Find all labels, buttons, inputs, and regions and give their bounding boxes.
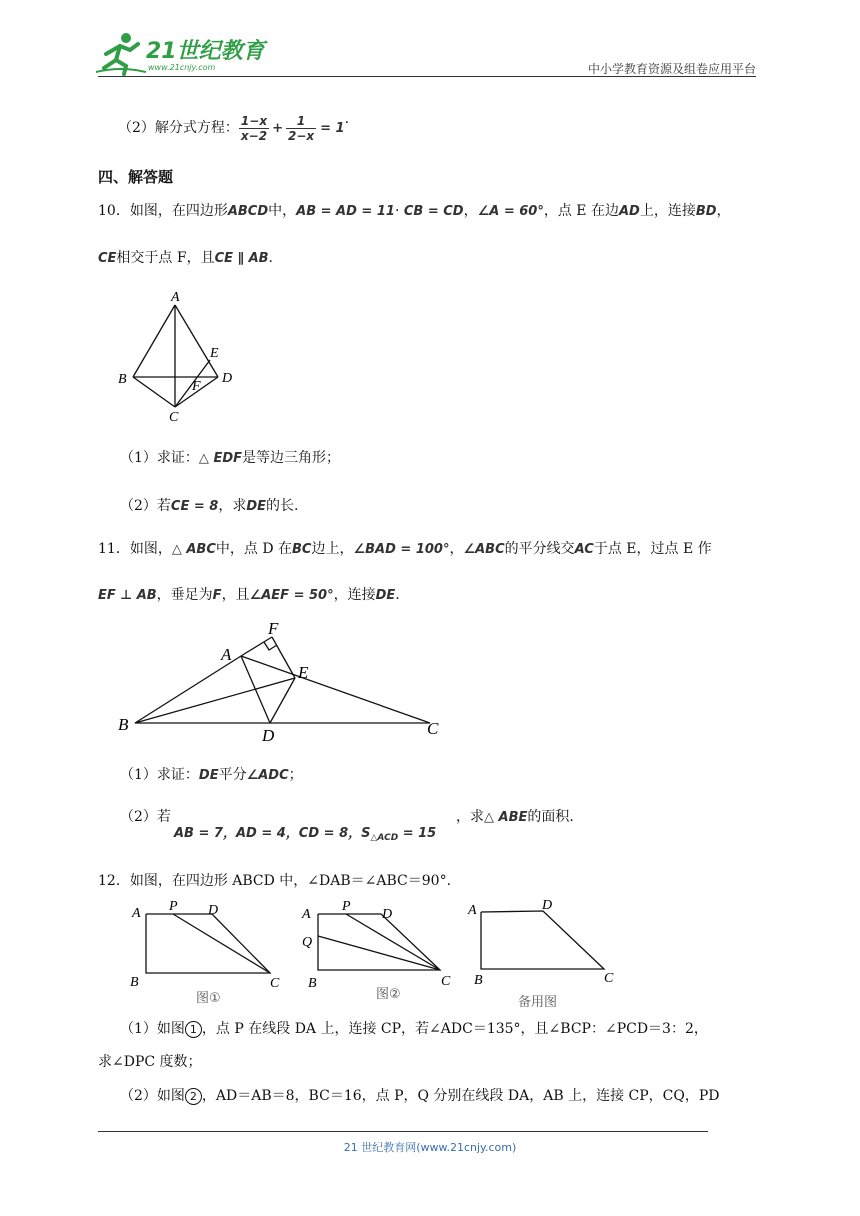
q11-part2-formula: AB = 7，AD = 4，CD = 8，$S_{\triangle ACD} = 15$: [174, 826, 437, 843]
fraction-2: $\frac{1}{2-x}$: [287, 113, 315, 143]
section-title: 四、解答题: [98, 168, 174, 186]
runner-logo-icon: [96, 30, 146, 76]
q10-label-d: D: [222, 371, 233, 386]
circled-number: 1: [185, 1021, 202, 1038]
fig2-label-d: D: [382, 907, 393, 922]
q9-part2: （2）解分式方程： $\frac{1-x}{x-2}$ + $\frac{1}{2-x}$ = 1.: [118, 111, 350, 143]
header-logo: [96, 30, 266, 76]
header-rule: [98, 76, 756, 77]
q10-label-a: A: [171, 290, 180, 305]
fig3-label-a: A: [468, 903, 477, 918]
fig3-label-d: D: [542, 898, 553, 913]
fig1-caption: 图①: [196, 991, 221, 1006]
fig1-label-c: C: [270, 976, 280, 991]
q11-line1: 11．如图，△ ABC中，点 D 在BC边上，∠BAD = 100°，∠ABC的平分线交AC于点 E，过点 E 作: [98, 541, 712, 557]
q10-part1: （1）求证：△ EDF是等边三角形；: [120, 450, 340, 466]
q11-label-d: D: [262, 726, 275, 745]
fig3-label-b: B: [474, 973, 483, 988]
q12-part1: （1）如图 1 ，点 P 在线段 DA 上，连接 CP，若∠ADC＝135°，且∠BCP：∠PCD＝3：2，: [120, 1021, 708, 1037]
q11-part2-a: （2）若: [120, 809, 171, 825]
q11-part1: （1）求证：DE平分∠ADC；: [120, 767, 303, 783]
fig2-label-b: B: [308, 976, 317, 991]
fig2-label-c: C: [441, 974, 451, 989]
fig2-label-a: A: [302, 907, 311, 922]
q10-line1: 10．如图，在四边形ABCD中，AB = AD = 11· CB = CD，∠A = 60°，点 E 在边AD上，连接BD，: [98, 203, 731, 219]
q12-figures: [118, 896, 628, 1016]
q11-label-c: C: [427, 719, 439, 738]
q10-label-c: C: [169, 410, 179, 424]
q11-line2: EF ⊥ AB，垂足为F，且∠AEF = 50°，连接DE.: [98, 587, 400, 603]
q11-part2-b: ，求△ ABE的面积.: [456, 809, 574, 825]
q12-part2: （2）如图 2 ，AD＝AB＝8，BC＝16，点 P，Q 分别在线段 DA，AB 上，连接 CP，CQ，PD: [120, 1088, 720, 1104]
fig3-label-c: C: [604, 971, 614, 986]
logo-url: www.21cnjy.com: [148, 63, 216, 72]
q10-label-f: F: [192, 379, 201, 394]
fig3-caption: 备用图: [518, 995, 558, 1010]
q12-line1: 12．如图，在四边形 ABCD 中，∠DAB＝∠ABC＝90°.: [98, 873, 452, 889]
fig2-label-q: Q: [302, 935, 313, 950]
fig1-label-p: P: [169, 899, 178, 914]
q11-label-a: A: [221, 645, 232, 664]
q10-label-e: E: [210, 346, 219, 361]
fraction-1: $\frac{1-x}{x-2}$: [240, 113, 268, 143]
q10-label-b: B: [118, 372, 127, 387]
footer-text: 21 世纪教育网(www.21cnjy.com): [343, 1141, 517, 1154]
fig2-label-p: P: [342, 899, 351, 914]
header-platform-text: 中小学教育资源及组卷应用平台: [587, 62, 756, 76]
footer-rule: [98, 1131, 708, 1132]
q10-figure: [110, 284, 250, 424]
fig1-label-d: D: [208, 903, 219, 918]
fig2-caption: 图②: [376, 987, 401, 1002]
q10-line2: CE相交于点 F，且CE ∥ AB.: [98, 250, 273, 266]
logo-text: 21世纪教育: [146, 39, 265, 64]
circled-number: 2: [185, 1088, 202, 1105]
q10-part2: （2）若CE = 8，求DE的长.: [120, 498, 299, 514]
q11-figure: [110, 615, 450, 745]
q11-label-e: E: [298, 663, 309, 682]
q12-part1-line2: 求∠DPC 度数；: [98, 1054, 202, 1070]
q11-label-f: F: [268, 619, 279, 638]
fig1-label-a: A: [132, 906, 141, 921]
fig1-label-b: B: [130, 975, 139, 990]
q11-label-b: B: [118, 715, 129, 734]
